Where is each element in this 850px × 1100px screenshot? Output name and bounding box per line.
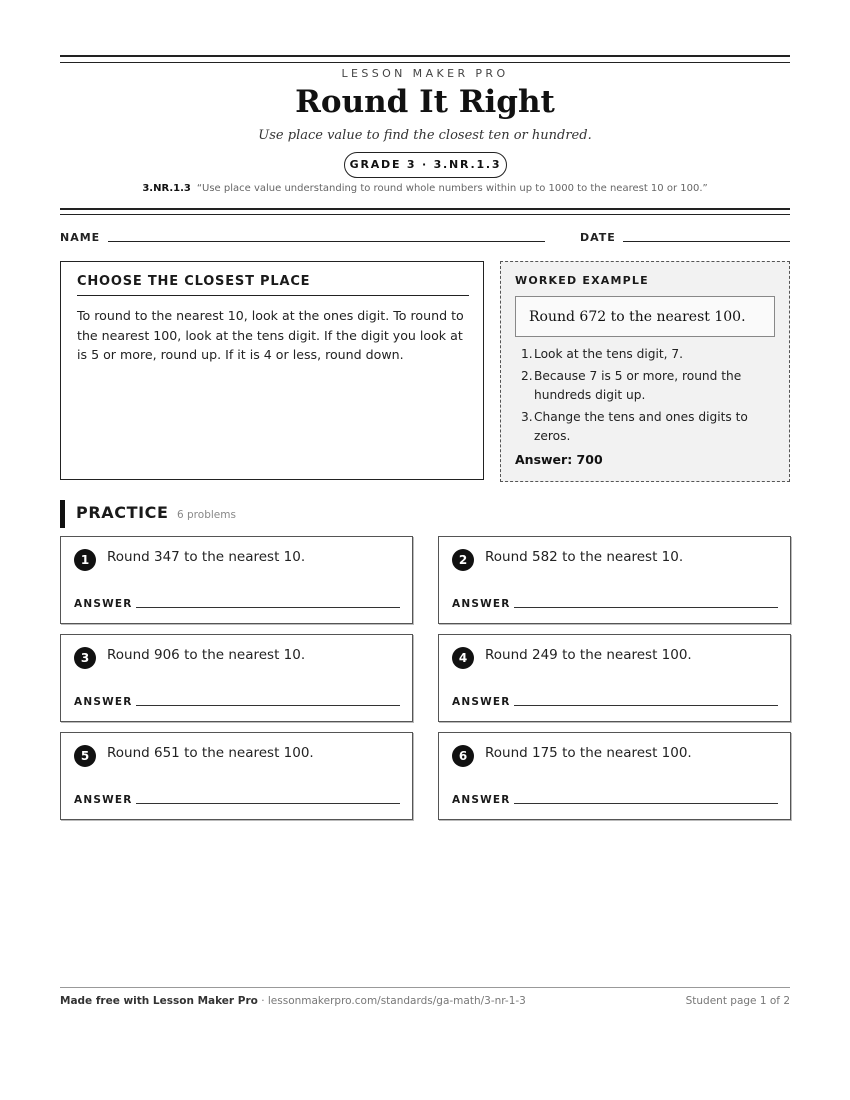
date-field[interactable] bbox=[623, 241, 790, 242]
intro-box bbox=[60, 261, 484, 480]
problem-question: Round 175 to the nearest 100. bbox=[485, 745, 692, 761]
answer-field[interactable] bbox=[136, 705, 400, 706]
worked-example-step: 3. Change the tens and ones digits to zeros. bbox=[521, 410, 748, 443]
date-label: DATE bbox=[580, 231, 616, 244]
problem-question: Round 582 to the nearest 10. bbox=[485, 549, 684, 565]
footer-page-number: Student page 1 of 2 bbox=[685, 995, 790, 1007]
answer-label: ANSWER bbox=[74, 794, 133, 806]
problem-number-badge: 1 bbox=[74, 549, 96, 571]
worksheet-page bbox=[60, 0, 790, 1100]
problem-number-badge: 2 bbox=[452, 549, 474, 571]
problem-card-5 bbox=[60, 732, 413, 820]
answer-label: ANSWER bbox=[452, 598, 511, 610]
header-top-rule bbox=[60, 55, 790, 63]
problem-question: Round 249 to the nearest 100. bbox=[485, 647, 692, 663]
standard-code: 3.NR.1.3 bbox=[142, 183, 191, 194]
problem-number-badge: 3 bbox=[74, 647, 96, 669]
name-field[interactable] bbox=[108, 241, 545, 242]
problem-card-6 bbox=[438, 732, 791, 820]
practice-accent-bar bbox=[60, 500, 65, 528]
header-bottom-rule bbox=[60, 208, 790, 215]
worked-example-step: 2. Because 7 is 5 or more, round the hundreds digit up. bbox=[521, 369, 742, 402]
worked-example-problem: Round 672 to the nearest 100. bbox=[515, 296, 775, 337]
standard-text: “Use place value understanding to round whole numbers within up to 1000 to the nearest 10 or 100.” bbox=[196, 183, 708, 194]
answer-label: ANSWER bbox=[74, 696, 133, 708]
answer-field[interactable] bbox=[514, 803, 778, 804]
answer-label: ANSWER bbox=[452, 794, 511, 806]
worked-example-step: 1. Look at the tens digit, 7. bbox=[521, 347, 684, 361]
problem-card-4 bbox=[438, 634, 791, 722]
problem-card-2 bbox=[438, 536, 791, 624]
standard-description bbox=[60, 183, 790, 194]
answer-field[interactable] bbox=[514, 705, 778, 706]
problem-card-1 bbox=[60, 536, 413, 624]
problem-card-3 bbox=[60, 634, 413, 722]
intro-text: To round to the nearest 10, look at the ones digit. To round to the nearest 100, look at the tens digit. If the digit you look at is 5 or more, round up. If it is 4 or less, round down. bbox=[77, 308, 464, 362]
problem-number-badge: 6 bbox=[452, 745, 474, 767]
footer-rule bbox=[60, 987, 790, 988]
problem-number-badge: 5 bbox=[74, 745, 96, 767]
problem-question: Round 651 to the nearest 100. bbox=[107, 745, 314, 761]
problem-question: Round 906 to the nearest 10. bbox=[107, 647, 306, 663]
grade-standard-badge: GRADE 3 · 3.NR.1.3 bbox=[344, 152, 507, 178]
worked-example-steps bbox=[515, 345, 777, 449]
answer-field[interactable] bbox=[136, 803, 400, 804]
answer-field[interactable] bbox=[514, 607, 778, 608]
footer-url[interactable]: lessonmakerpro.com/standards/ga-math/3-nr-1-3 bbox=[267, 995, 526, 1007]
footer-credit bbox=[60, 995, 526, 1007]
worked-example-heading: WORKED EXAMPLE bbox=[515, 274, 649, 287]
practice-heading: PRACTICE bbox=[76, 503, 169, 522]
page-subtitle: Use place value to find the closest ten or hundred. bbox=[258, 128, 592, 143]
worked-example-box bbox=[500, 261, 790, 482]
practice-count: 6 problems bbox=[177, 509, 236, 521]
name-label: NAME bbox=[60, 231, 101, 244]
footer-made-with: Made free with Lesson Maker Pro bbox=[60, 995, 258, 1007]
answer-field[interactable] bbox=[136, 607, 400, 608]
page-title: Round It Right bbox=[295, 84, 555, 120]
intro-heading: CHOOSE THE CLOSEST PLACE bbox=[77, 274, 469, 296]
answer-label: ANSWER bbox=[452, 696, 511, 708]
answer-label: ANSWER bbox=[74, 598, 133, 610]
worked-example-answer: Answer: 700 bbox=[515, 452, 603, 467]
footer-separator: · bbox=[257, 995, 268, 1007]
problem-question: Round 347 to the nearest 10. bbox=[107, 549, 306, 565]
brand-name: LESSON MAKER PRO bbox=[341, 67, 509, 80]
problem-number-badge: 4 bbox=[452, 647, 474, 669]
